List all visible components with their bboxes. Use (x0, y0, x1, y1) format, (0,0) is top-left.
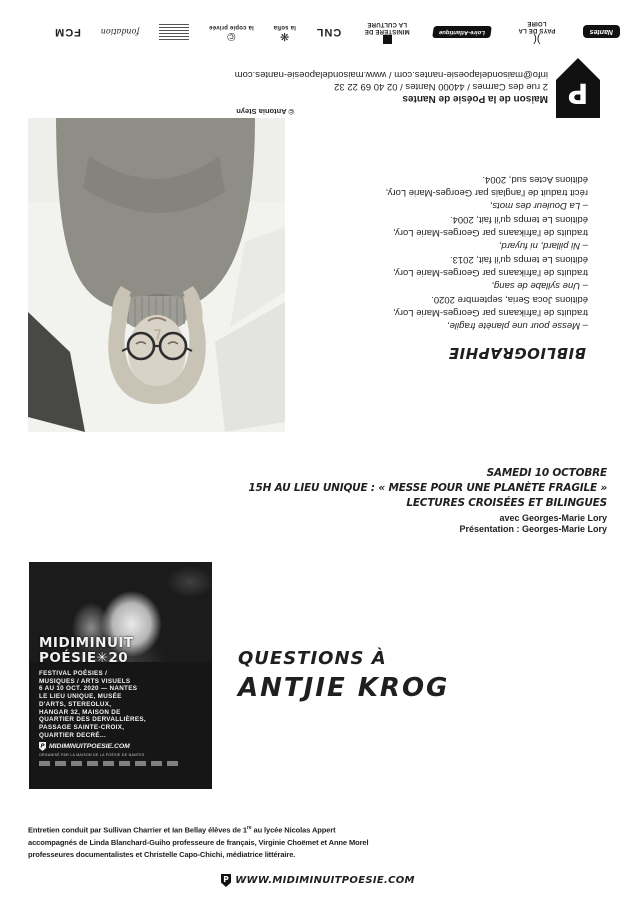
p-shield-icon (221, 874, 231, 887)
book-detail: récit traduit de l'anglais par Georges-Marie Lory, (385, 187, 588, 198)
svg-text:P: P (567, 77, 589, 110)
fcm-logo: FCM (54, 26, 81, 38)
credits-line2: accompagnés de Linda Blanchard-Guiho professeure de français, Virginie Choëmet et Anne Morel (28, 837, 369, 847)
sofia-logo: ❋ la sofia (273, 24, 296, 42)
festival-website-url: WWW.MIDIMINUITPOESIE.COM (235, 875, 415, 886)
poster-title-line2: POÉSIE✳20 (39, 650, 129, 666)
copie-privee-logo: © la copie privée (209, 24, 254, 42)
bibliography-entry (338, 213, 588, 252)
festival-poster (29, 562, 212, 789)
book-detail: traduits de l'afrikaans par Georges-Marie Lory, (393, 267, 588, 278)
pays-loire-mark-icon: )( (533, 33, 541, 46)
event-type: LECTURES CROISÉES ET BILINGUES (406, 497, 607, 509)
poster-info-lines: FESTIVAL POÉSIES / MUSIQUES / ARTS VISUELS 6 AU 10 OCT. 2020 — NANTES LE LIEU UNIQUE, MUSÉE D'ARTS, STEREOLUX, HANGAR 32, MAISON DE QUARTIER DES DERVALLIÈRES, PASSAGE SAINTE-CROIX, QUARTIER DECRÉ... (39, 670, 146, 739)
photo-credit: © Antonia Steyn (236, 107, 294, 116)
book-detail: éditions Actes sud, 2004. (482, 174, 588, 185)
maison-poesie-p-logo-icon (556, 58, 600, 118)
credits-line1: Entretien conduit par Sullivan Charrier et Ian Bellay élèves de 1re au lycée Nicolas Appert (28, 825, 336, 835)
pays-de-la-loire-logo: )( PAYS DE LA LOIRE (518, 20, 556, 46)
fondation-logo: fondation (100, 27, 140, 37)
poster-text-block (39, 636, 205, 766)
bibliography-heading: BIBLIOGRAPHIE (448, 344, 586, 362)
book-title: – Ni pillard, ni fuyard, (498, 240, 588, 251)
partner-logos-row (54, 12, 620, 52)
print-textblock-icon (159, 24, 189, 40)
bibliography-entry (338, 293, 588, 332)
ministere-block-icon (383, 35, 392, 44)
book-title: – La Douleur des mots, (489, 200, 588, 211)
poster-organizer: ORGANISÉ PAR LA MAISON DE LA POÉSIE DE NANTES (39, 753, 145, 758)
address-block (235, 68, 548, 104)
print-partner-logo (159, 24, 189, 40)
book-detail: traduits de l'afrikaans par Georges-Marie Lory, (393, 227, 588, 238)
event-details-block (248, 466, 607, 535)
event-date: SAMEDI 10 OCTOBRE (486, 467, 607, 479)
book-detail: éditions Le temps qu'il fait, 2013. (449, 254, 588, 265)
title-antjie-krog: ANTJIE KROG (238, 673, 450, 703)
event-with: avec Georges-Marie Lory (499, 513, 607, 523)
sofia-fan-icon: ❋ (280, 30, 290, 42)
org-address: 2 rue des Carmes / 44000 Nantes / 02 40 69 22 32 (334, 81, 548, 92)
bibliography-entry (338, 173, 588, 212)
copie-privee-c-icon: © (227, 30, 236, 42)
book-title: – Messe pour une planète fragile, (446, 320, 588, 331)
poster-partner-logos (39, 761, 205, 766)
book-title: – Une syllabe de sang, (491, 280, 588, 291)
event-venue-title: 15H AU LIEU UNIQUE : « MESSE POUR UNE PLANÈTE FRAGILE » (248, 482, 607, 494)
p-shield-icon (39, 742, 46, 751)
svg-text:P: P (223, 874, 229, 884)
event-presenter: Présentation : Georges-Marie Lory (459, 524, 607, 534)
interview-credits (28, 822, 608, 861)
ministere-culture-logo: MINISTÈRE DE LA CULTURE (361, 20, 413, 44)
poster-website-link[interactable]: P MIDIMINUITPOESIE.COM (40, 743, 130, 751)
nantes-logo: Nantes (583, 26, 620, 39)
author-portrait-photo (28, 118, 285, 432)
festival-website-link[interactable] (0, 874, 636, 887)
loire-atlantique-logo: Loire-Atlantique (432, 26, 492, 38)
portrait-illustration (28, 118, 285, 432)
book-detail: éditions Le temps qu'il fait, 2004. (449, 214, 588, 225)
org-web: info@maisondelapoesie-nantes.com / www.maisondelapoesie-nantes.com (234, 69, 548, 80)
page-title (238, 648, 449, 703)
credits-line3: professeures documentalistes et Christelle Capo-Chichi, médiatrice littéraire. (28, 850, 296, 860)
title-questions-a: QUESTIONS À (238, 648, 387, 669)
svg-text:P: P (40, 743, 45, 750)
cnl-logo: CNL (315, 26, 342, 38)
poster-title-line1: MIDIMINUIT (39, 635, 134, 651)
book-detail: éditions Joca Seria, septembre 2020. (431, 294, 588, 305)
book-detail: traduits de l'afrikaans par Georges-Marie Lory, (393, 307, 588, 318)
org-name: Maison de la Poésie de Nantes (402, 93, 548, 104)
bibliography-block (338, 172, 588, 362)
bibliography-entry (338, 253, 588, 292)
